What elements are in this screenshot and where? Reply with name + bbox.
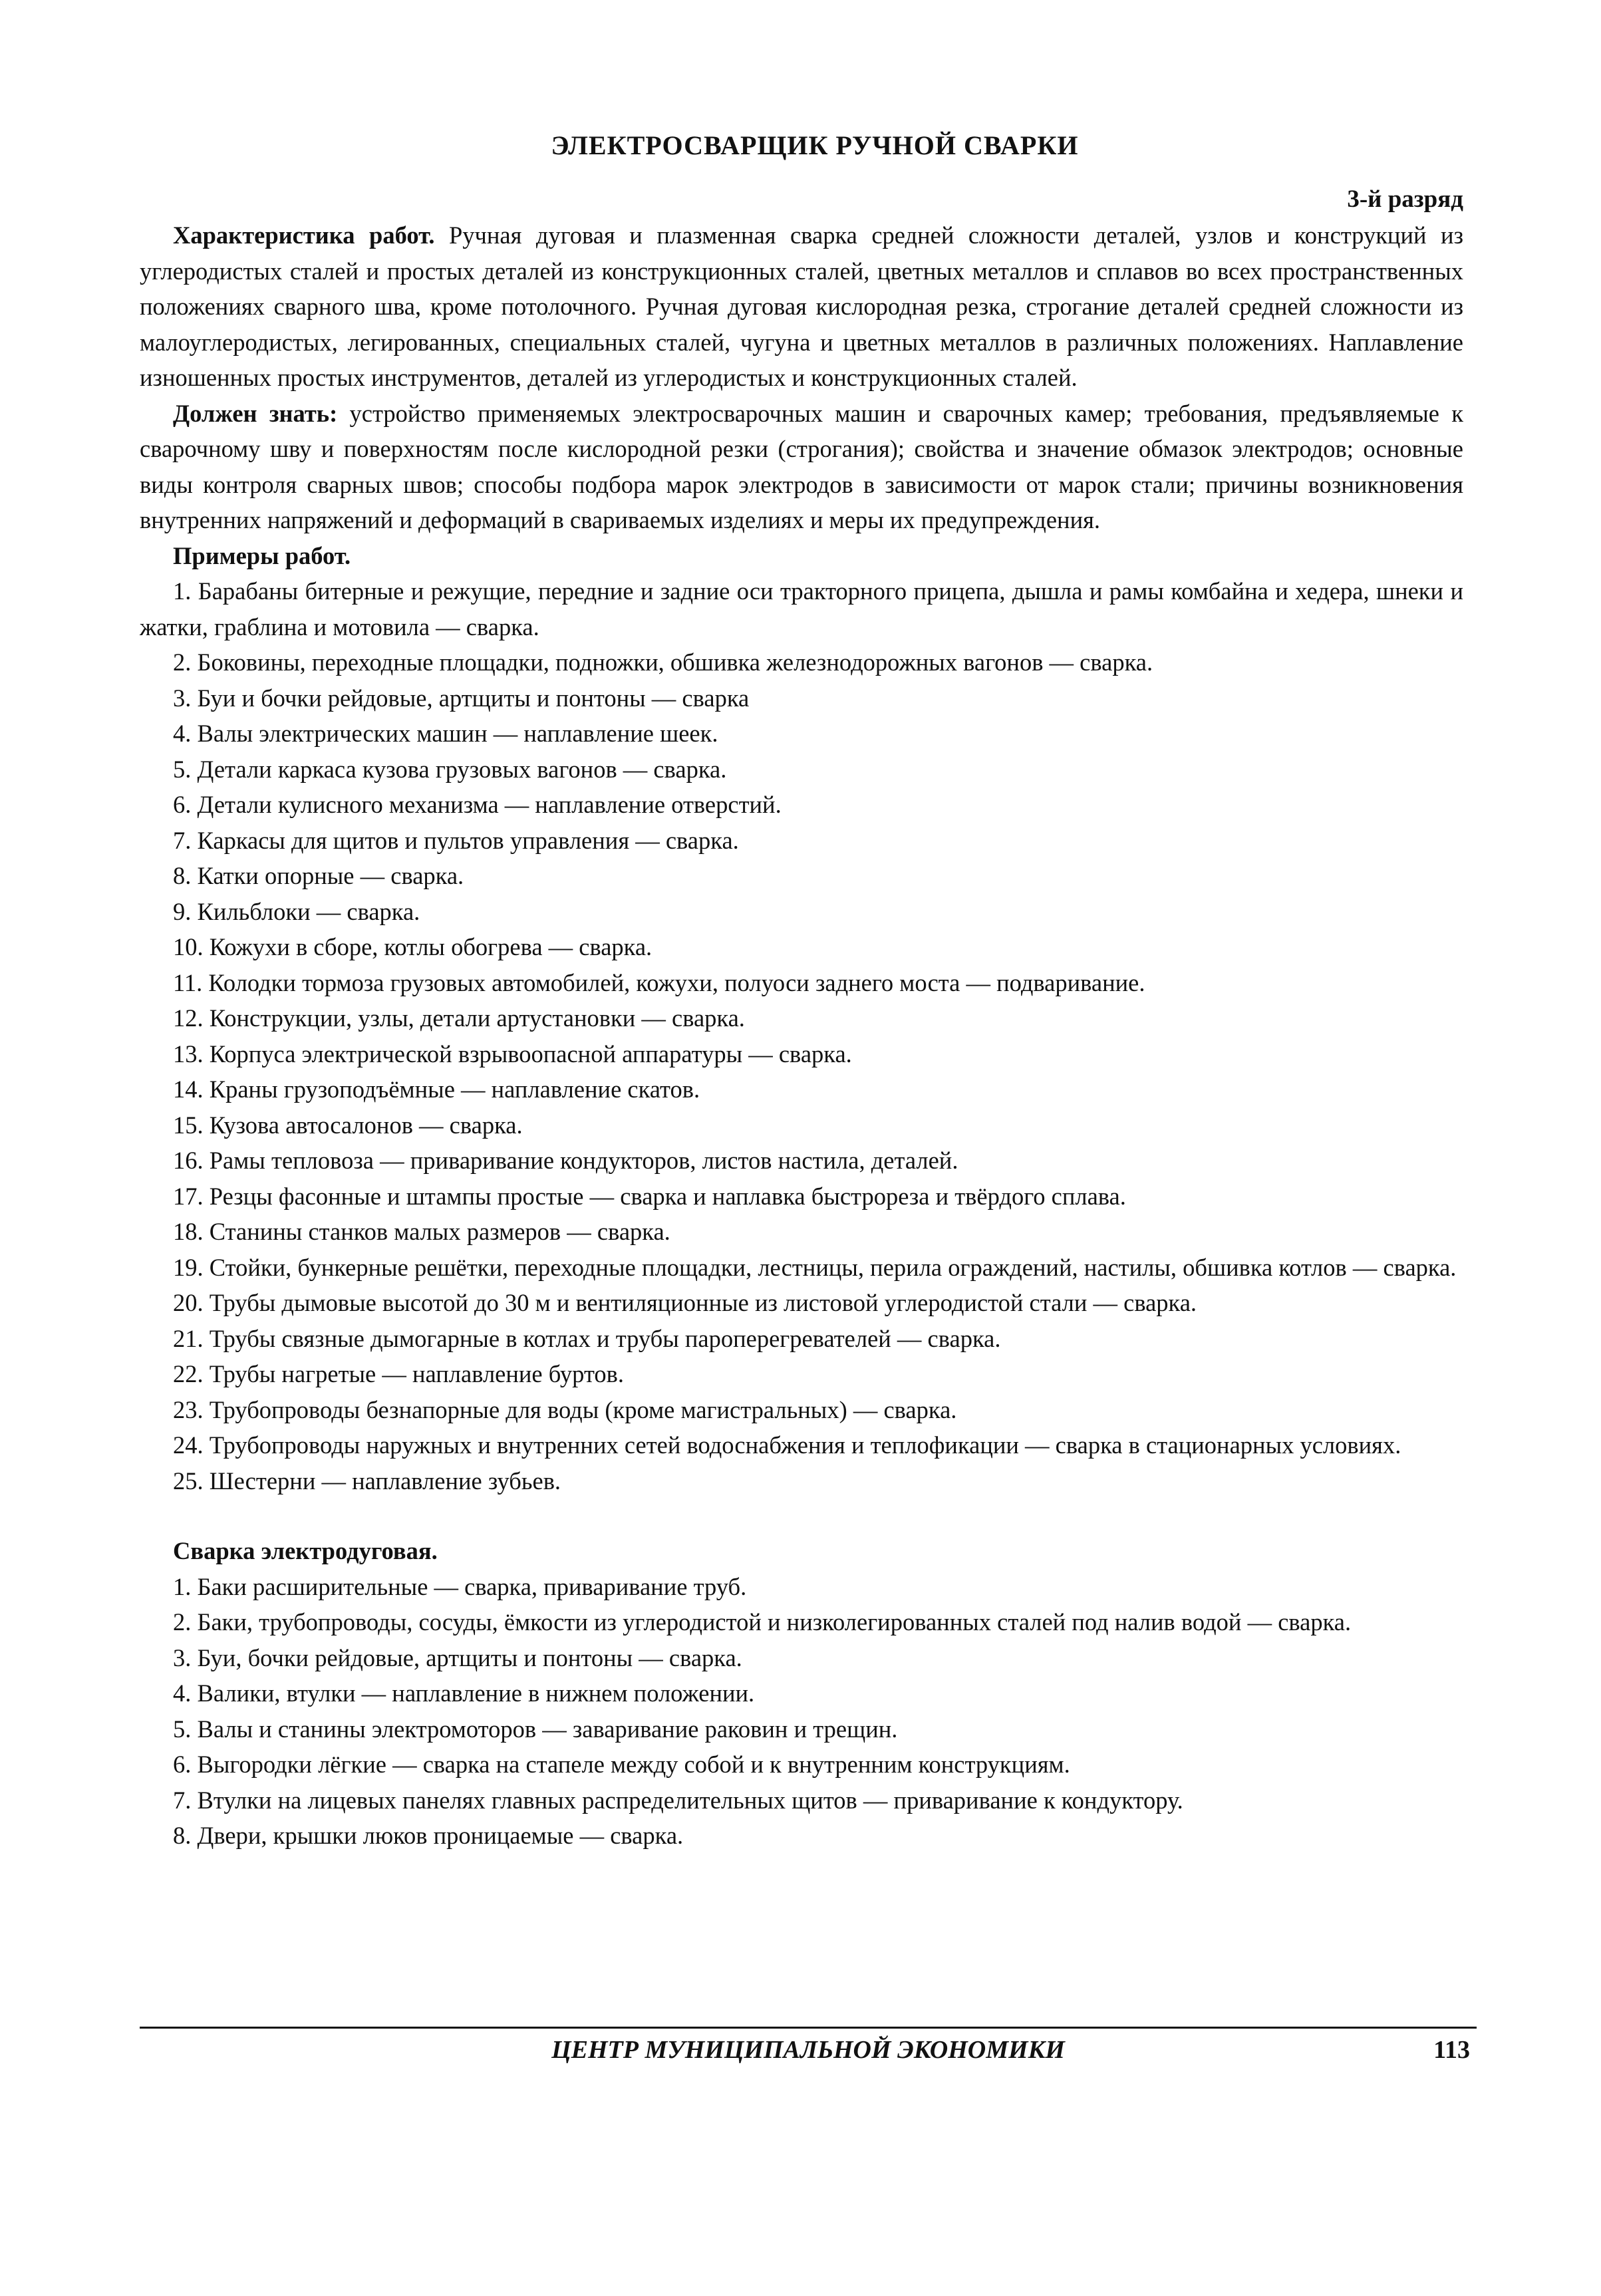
example-item: 4. Валы электрических машин — наплавление шеек. xyxy=(173,720,718,747)
example-item: 20. Трубы дымовые высотой до 30 м и вентиляционные из листовой углеродистой стали — сварка. xyxy=(173,1289,1197,1316)
section-gap xyxy=(140,1499,1463,1533)
example-item: 8. Катки опорные — сварка. xyxy=(173,862,464,889)
knowledge-label: Должен знать: xyxy=(173,399,338,427)
example-item: 11. Колодки тормоза грузовых автомобилей, кожухи, полуоси заднего моста — подваривание. xyxy=(173,968,1145,996)
arc-example-item: 8. Двери, крышки люков проницаемые — сварка. xyxy=(173,1822,684,1849)
characteristic-text: Ручная дуговая и плазменная сварка средней сложности деталей, узлов и конструкций из углеродистых сталей и простых деталей из конструкционных сталей, цветных металлов и сплавов во всех пространственных положениях сварного шва, кроме потолочного. Ручная дуговая кислородная резка, строгание деталей средней сложности из малоуглеродистых, легированных, специальных сталей, чугуна и цветных металлов в различных положениях. Наплавление изношенных простых инструментов, деталей из углеродистых и конструкционных сталей. xyxy=(140,221,1463,391)
example-item: 17. Резцы фасонные и штампы простые — сварка и наплавка быстрореза и твёрдого сплава. xyxy=(173,1182,1126,1210)
arc-example-item: 6. Выгородки лёгкие — сварка на стапеле между собой и к внутренним конструкциям. xyxy=(173,1751,1070,1778)
example-item: 15. Кузова автосалонов — сварка. xyxy=(173,1111,523,1139)
characteristic-paragraph xyxy=(140,217,1463,396)
arc-example-item: 4. Валики, втулки — наплавление в нижнем положении. xyxy=(173,1679,755,1707)
page-footer xyxy=(140,2030,1477,2070)
examples-heading: Примеры работ. xyxy=(173,541,351,569)
arc-example-item: 7. Втулки на лицевых панелях главных распределительных щитов — приваривание к кондуктору. xyxy=(173,1786,1183,1814)
example-item: 18. Станины станков малых размеров — сварка. xyxy=(173,1218,670,1245)
example-item: 14. Краны грузоподъёмные — наплавление скатов. xyxy=(173,1076,700,1103)
document-body xyxy=(140,130,1463,1854)
page-number: 113 xyxy=(1433,2036,1470,2064)
arc-welding-heading: Сварка электродуговая. xyxy=(173,1537,438,1564)
arc-example-item: 5. Валы и станины электромоторов — заваривание раковин и трещин. xyxy=(173,1715,898,1743)
footer-divider xyxy=(140,2027,1477,2029)
example-item: 22. Трубы нагретые — наплавление буртов. xyxy=(173,1360,625,1387)
example-item: 23. Трубопроводы безнапорные для воды (кроме магистральных) — сварка. xyxy=(173,1395,957,1423)
example-item: 1. Барабаны битерные и режущие, передние и задние оси тракторного прицепа, дышла и рамы комбайна и хедера, шнеки и жатки, граблина и мотовила — сварка. xyxy=(140,577,1463,641)
arc-example-item: 1. Баки расширительные — сварка, приваривание труб. xyxy=(173,1572,747,1600)
characteristic-label: Характеристика работ. xyxy=(173,221,435,249)
grade-label: 3-й разряд xyxy=(1347,186,1463,213)
example-item: 21. Трубы связные дымогарные в котлах и трубы пароперегревателей — сварка. xyxy=(173,1324,1001,1352)
example-item: 24. Трубопроводы наружных и внутренних сетей водоснабжения и теплофикации — сварка в стационарных условиях. xyxy=(173,1431,1401,1459)
arc-example-item: 3. Буи, бочки рейдовые, артщиты и понтоны — сварка. xyxy=(173,1644,742,1671)
example-item: 3. Буи и бочки рейдовые, артщиты и понтоны — сварка xyxy=(173,684,750,712)
example-item: 9. Кильблоки — сварка. xyxy=(173,897,420,925)
footer-publisher: ЦЕНТР МУНИЦИПАЛЬНОЙ ЭКОНОМИКИ xyxy=(551,2036,1065,2064)
example-item: 12. Конструкции, узлы, детали артустановки — сварка. xyxy=(173,1004,745,1032)
arc-example-item: 2. Баки, трубопроводы, сосуды, ёмкости из углеродистой и низколегированных сталей под налив водой — сварка. xyxy=(173,1608,1352,1636)
example-item: 5. Детали каркаса кузова грузовых вагонов — сварка. xyxy=(173,755,727,783)
example-item: 10. Кожухи в сборе, котлы обогрева — сварка. xyxy=(173,933,653,960)
example-item: 13. Корпуса электрической взрывоопасной аппаратуры — сварка. xyxy=(173,1040,852,1068)
example-item: 2. Боковины, переходные площадки, подножки, обшивка железнодорожных вагонов — сварка. xyxy=(173,648,1153,676)
example-item: 16. Рамы тепловоза — приваривание кондукторов, листов настила, деталей. xyxy=(173,1147,958,1174)
example-item: 7. Каркасы для щитов и пультов управления — сварка. xyxy=(173,826,739,854)
knowledge-paragraph xyxy=(140,396,1463,538)
knowledge-text: устройство применяемых электросварочных машин и сварочных камер; требования, предъявляемые к сварочному шву и поверхностям после кислородной резки (строгания); свойства и значение обмазок электродов; основные виды контроля сварных швов; способы подбора марок электродов в зависимости от марок стали; причины возникновения внутренних напряжений и деформаций в свариваемых изделиях и меры их предупреждения. xyxy=(140,399,1464,533)
example-item: 6. Детали кулисного механизма — наплавление отверстий. xyxy=(173,791,782,818)
example-item: 19. Стойки, бункерные решётки, переходные площадки, лестницы, перила ограждений, настилы, обшивка котлов — сварка. xyxy=(173,1253,1457,1281)
document-title: ЭЛЕКТРОСВАРЩИК РУЧНОЙ СВАРКИ xyxy=(551,130,1079,160)
example-item: 25. Шестерни — наплавление зубьев. xyxy=(173,1467,561,1495)
